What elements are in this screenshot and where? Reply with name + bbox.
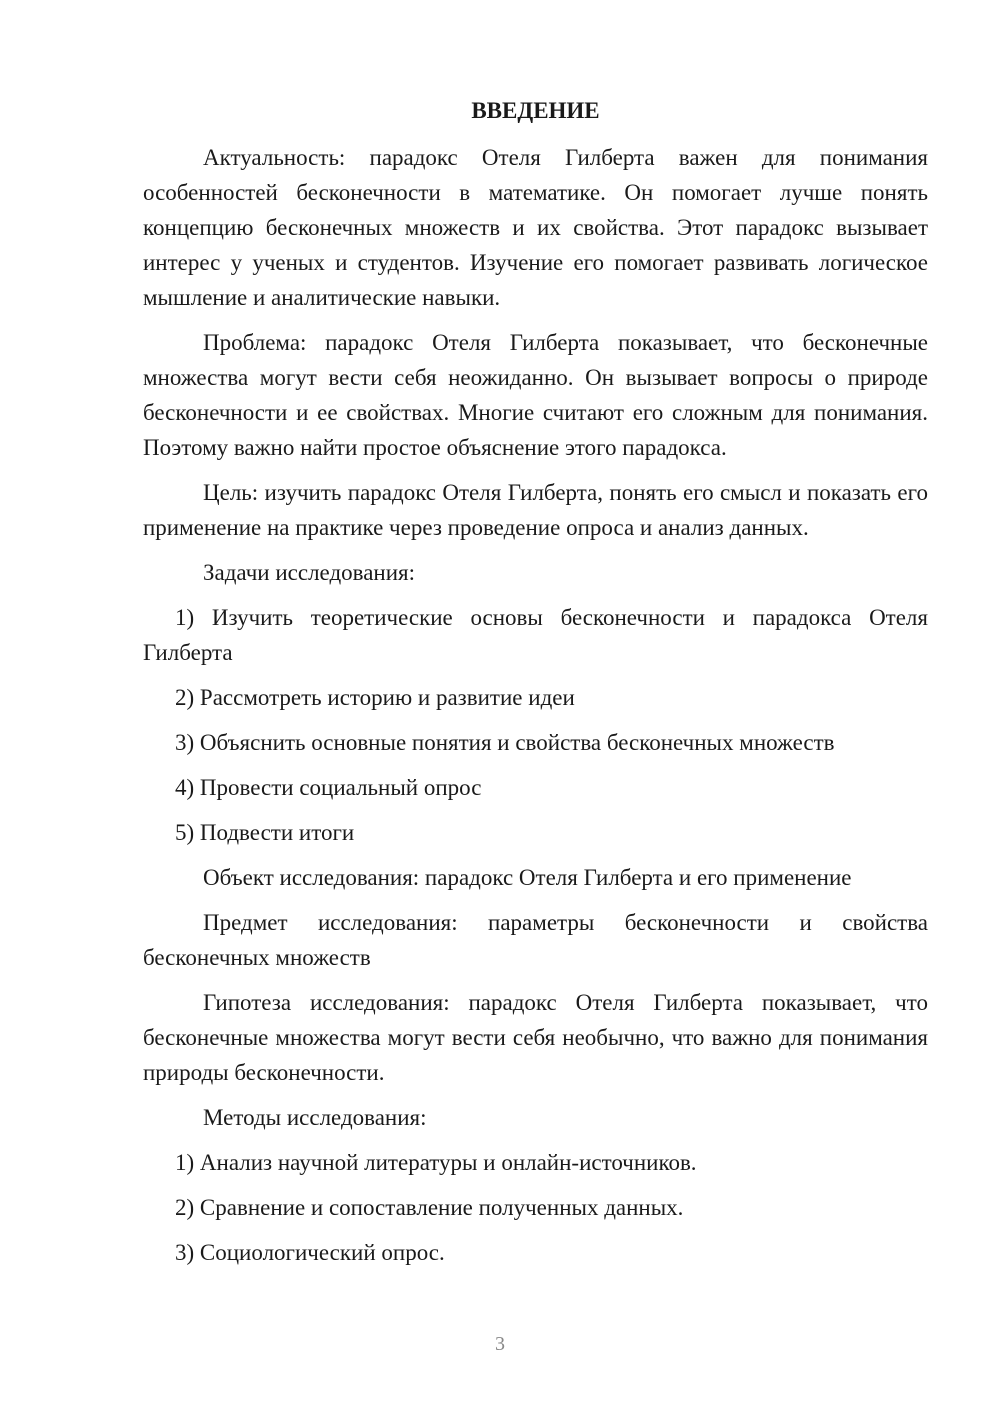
task-item-4: 4) Провести социальный опрос xyxy=(175,775,482,800)
tasks-heading: Задачи исследования: xyxy=(203,560,416,585)
object-paragraph: Объект исследования: парадокс Отеля Гилберта и его применение xyxy=(203,865,852,890)
methods-heading: Методы исследования: xyxy=(203,1105,427,1130)
method-item-1: 1) Анализ научной литературы и онлайн-источников. xyxy=(175,1150,697,1175)
subject-paragraph: Предмет исследования: параметры бесконечности и свойства бесконечных множеств xyxy=(143,910,928,970)
task-item-3: 3) Объяснить основные понятия и свойства бесконечных множеств xyxy=(175,730,835,755)
page-number: 3 xyxy=(495,1333,505,1355)
method-item-2: 2) Сравнение и сопоставление полученных данных. xyxy=(175,1195,684,1220)
section-title: ВВЕДЕНИЕ xyxy=(471,98,600,123)
problem-paragraph: Проблема: парадокс Отеля Гилберта показывает, что бесконечные множества могут вести себя неожиданно. Он вызывает вопросы о природе бесконечности и ее свойствах. Многие считают его сложным для понимания. Поэтому важно найти простое объяснение этого парадокса. xyxy=(143,330,928,460)
method-item-3: 3) Социологический опрос. xyxy=(175,1240,445,1265)
goal-paragraph: Цель: изучить парадокс Отеля Гилберта, понять его смысл и показать его применение на практике через проведение опроса и анализ данных. xyxy=(143,480,928,540)
task-item-5: 5) Подвести итоги xyxy=(175,820,355,845)
hypothesis-paragraph: Гипотеза исследования: парадокс Отеля Гилберта показывает, что бесконечные множества могут вести себя необычно, что важно для понимания природы бесконечности. xyxy=(143,990,928,1085)
task-item-1: 1) Изучить теоретические основы бесконечности и парадокса Отеля Гилберта xyxy=(143,605,928,665)
relevance-paragraph: Актуальность: парадокс Отеля Гилберта важен для понимания особенностей бесконечности в математике. Он помогает лучше понять концепцию бесконечных множеств и их свойства. Этот парадокс вызывает интерес у ученых и студентов. Изучение его помогает развивать логическое мышление и аналитические навыки. xyxy=(143,145,928,310)
page-content xyxy=(143,93,928,1280)
task-item-2: 2) Рассмотреть историю и развитие идеи xyxy=(175,685,575,710)
